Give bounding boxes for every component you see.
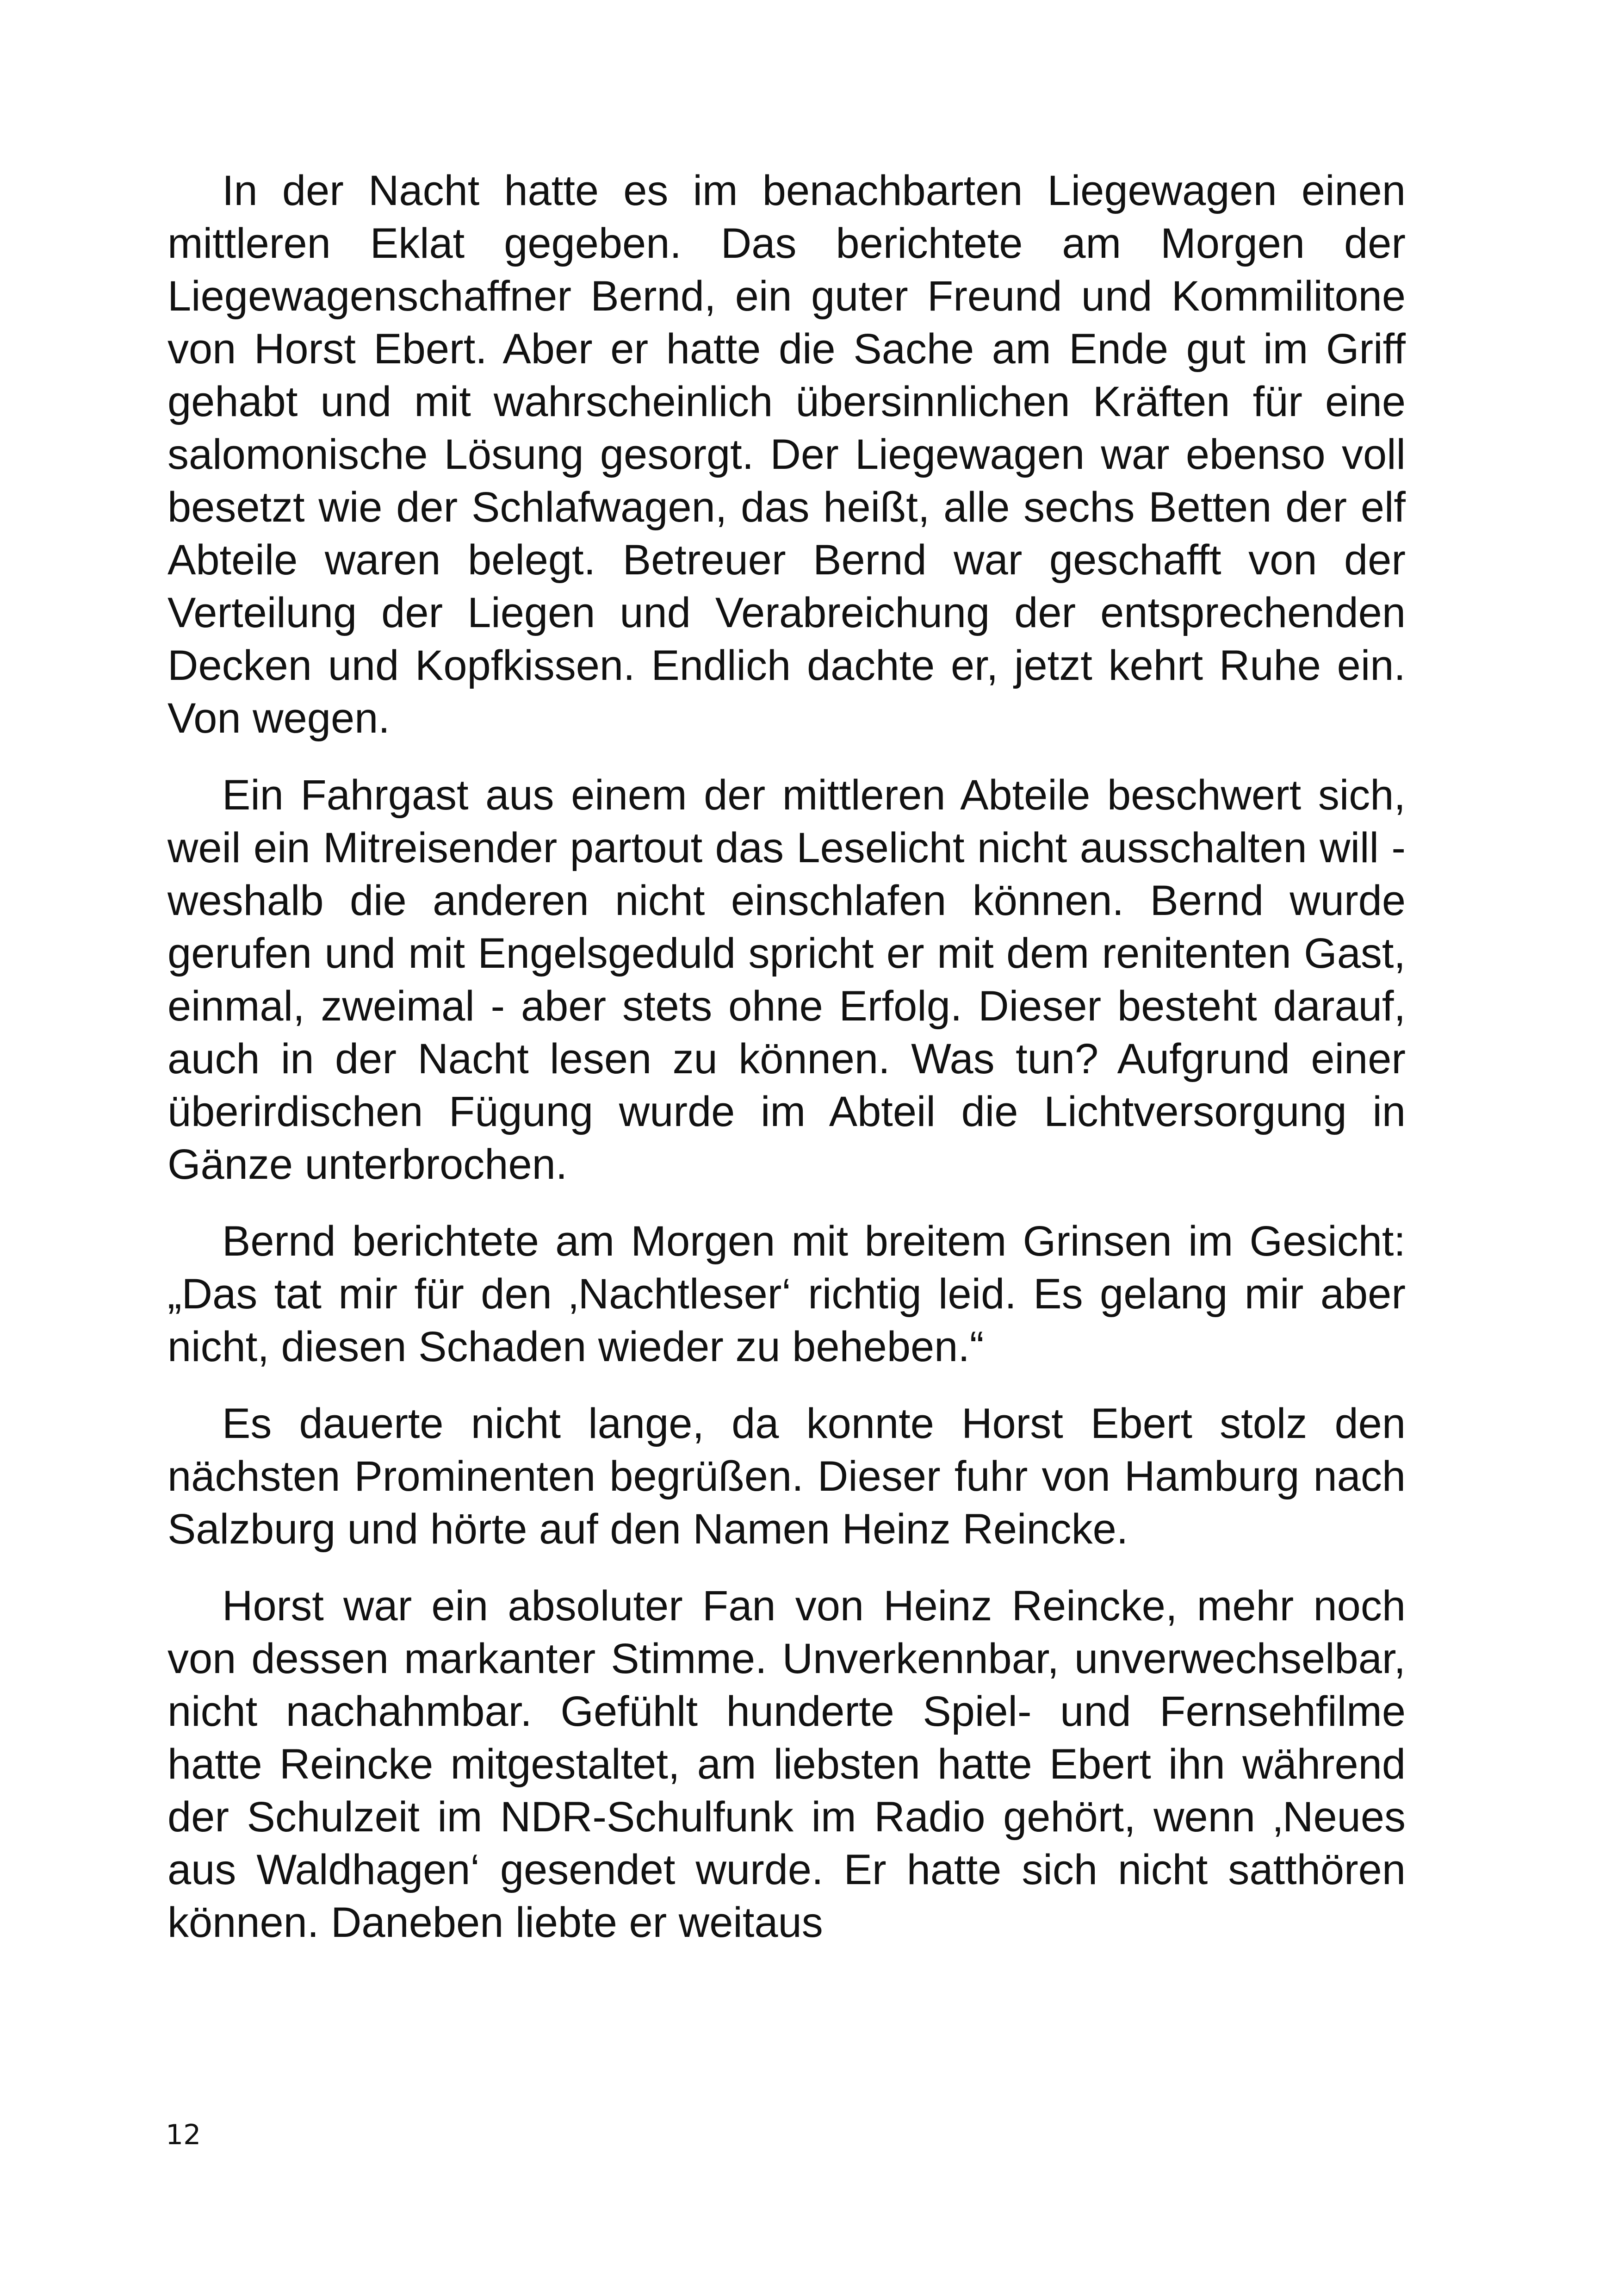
paragraph-2: Ein Fahrgast aus einem der mittleren Abteile beschwert sich, weil ein Mitreisender partout das Leselicht nicht ausschalten will - weshalb die anderen nicht einschlafen können. Bernd wurde gerufen und mit Engelsgeduld spricht er mit dem renitenten Gast, einmal, zweimal - aber stets ohne Erfolg. Dieser besteht darauf, auch in der Nacht lesen zu können. Was tun? Aufgrund einer überirdischen Fügung wurde im Abteil die Lichtversorgung in Gänze unterbrochen. — [167, 772, 1406, 1188]
page-body-text — [167, 164, 1406, 1973]
paragraph-1: In der Nacht hatte es im benachbarten Liegewagen einen mittleren Eklat gegeben. Das berichtete am Morgen der Liegewagenschaffner Bernd, ein guter Freund und Kommilitone von Horst Ebert. Aber er hatte die Sache am Ende gut im Griff gehabt und mit wahrscheinlich übersinnlichen Kräften für eine salomonische Lösung gesorgt. Der Liegewagen war ebenso voll besetzt wie der Schlafwagen, das heißt, alle sechs Betten der elf Abteile waren belegt. Betreuer Bernd war geschafft von der Verteilung der Liegen und Verabreichung der entsprechenden Decken und Kopfkissen. Endlich dachte er, jetzt kehrt Ruhe ein. Von wegen. — [167, 167, 1406, 742]
paragraph-5: Horst war ein absoluter Fan von Heinz Reincke, mehr noch von dessen markanter Stimme. Unverkennbar, unverwechselbar, nicht nachahmbar. Gefühlt hunderte Spiel- und Fernsehfilme hatte Reincke mitgestaltet, am liebsten hatte Ebert ihn während der Schulzeit im NDR-Schulfunk im Radio gehört, wenn ‚Neues aus Waldhagen‘ gesendet wurde. Er hatte sich nicht satthören können. Daneben liebte er weitaus — [167, 1582, 1406, 1946]
page-number: 12 — [166, 2119, 201, 2151]
paragraph-4: Es dauerte nicht lange, da konnte Horst Ebert stolz den nächsten Prominenten begrüßen. Dieser fuhr von Hamburg nach Salzburg und hörte auf den Namen Heinz Reincke. — [167, 1400, 1406, 1553]
paragraph-3: Bernd berichtete am Morgen mit breitem Grinsen im Gesicht: „Das tat mir für den ‚Nachtleser‘ richtig leid. Es gelang mir aber nicht, diesen Schaden wieder zu beheben.“ — [167, 1218, 1406, 1370]
